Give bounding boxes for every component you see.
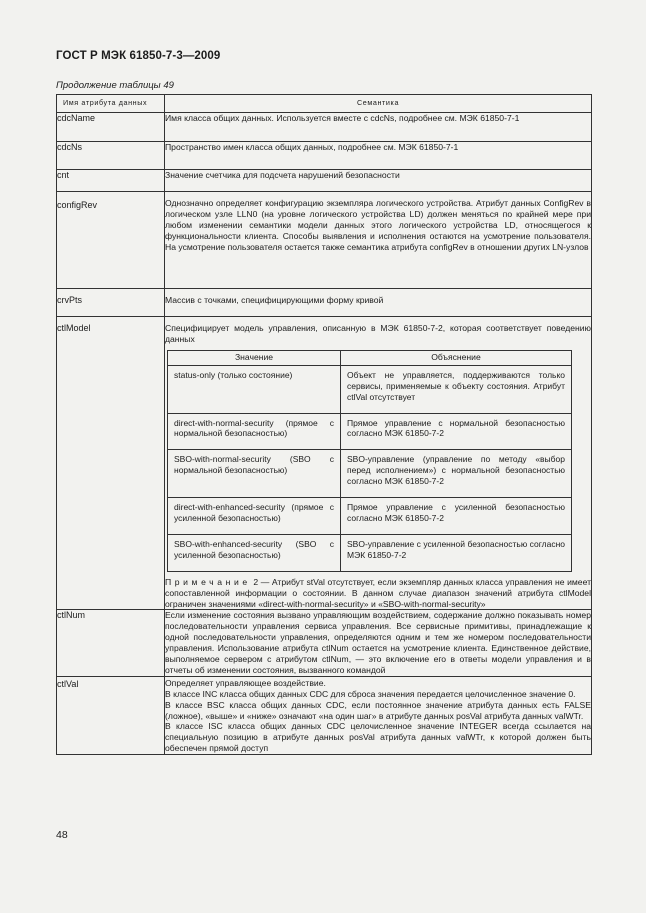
inner-column-header-value: Значение: [168, 350, 341, 365]
note-text: 2 — Атрибут stVal отсутствует, если экземпляр данных класса управления не имеет сопоставленной информации о состоянии. В данном случае диапазон значений атрибута ctlModel ограничен значениями «direct-with-normal-security» и «SBO-with-normal-security»: [165, 576, 592, 609]
ctlModel-intro: Специфицирует модель управления, описанную в МЭК 61850-7-2, которая соответствует поведению данных: [165, 323, 591, 344]
attribute-semantics: Если изменение состояния вызвано управляющим воздействием, содержание должно показывать номер последовательности управления сервиса управления. Все сервисные примитивы, принадлежащие к одной последовательности управления, определяются одним и тем же номером последовательности управления. Использование атрибута ctlNum остается на усмотрение клиента. Единственное действие, выполняемое сервером с атрибутом ctlNum, — это включение его в ответы модели управления и в отчеты об изменении состояния, вызванного командой: [165, 610, 591, 675]
ctlVal-paragraph: В классе INC класса общих данных CDC для сброса значения передается целочисленное значение 0.: [165, 688, 576, 699]
table-caption: Продолжение таблицы 49: [56, 80, 174, 91]
attributes-table: [56, 94, 592, 755]
attribute-name: cdcName: [57, 113, 165, 142]
document-header-title: ГОСТ Р МЭК 61850-7-3—2009: [56, 50, 221, 62]
control-model-explanation: Прямое управление с нормальной безопасностью согласно МЭК 61850-7-2: [341, 413, 572, 450]
ctlModel-note: [165, 577, 591, 610]
attribute-semantics: Массив с точками, специфицирующими форму кривой: [165, 289, 592, 317]
table-row-ctlVal: [57, 676, 592, 754]
inner-header-row: [168, 350, 572, 365]
attribute-semantics: Имя класса общих данных. Используется вместе с cdcNs, подробнее см. МЭК 61850-7-1: [165, 113, 592, 142]
control-model-value: direct-with-normal-security (прямое с нормальной безопасностью): [168, 413, 341, 450]
control-model-explanation: Объект не управляется, поддерживаются только сервисы, применяемые к объекту состояния. Атрибут ctlVal отсутствует: [341, 365, 572, 413]
note-label: Примечание: [165, 576, 251, 587]
table-row-cdcNs: [57, 142, 592, 170]
control-model-explanation: Прямое управление с усиленной безопасностью согласно МЭК 61850-7-2: [341, 498, 572, 535]
page-number: 48: [56, 829, 68, 841]
attribute-name: ctlModel: [57, 317, 165, 610]
table-row-configRev: [57, 192, 592, 289]
control-model-explanation: SBO-управление (управление по методу «выбор перед исполнением») с нормальной безопасностью согласно МЭК 61850-7-2: [341, 450, 572, 498]
table-row-cdcName: [57, 113, 592, 142]
table-row-cnt: [57, 170, 592, 192]
column-header-name: Имя атрибута данных: [57, 95, 165, 113]
table-row-ctlNum: [57, 610, 592, 676]
control-model-value: direct-with-enhanced-security (прямое с усиленной безопасностью): [168, 498, 341, 535]
column-header-semantics: Семантика: [165, 95, 592, 113]
attribute-semantics: [165, 676, 592, 754]
inner-table-row: [168, 365, 572, 413]
attribute-name: ctlVal: [57, 676, 165, 754]
ctlVal-paragraph: В классе ISC класса общих данных CDC целочисленное значение INTEGER всегда ссылается на специальную позицию в атрибуте данных posVal атрибута данных valWTr, к которой должен быть обеспечен прямой доступ: [165, 721, 591, 754]
attribute-semantics: Однозначно определяет конфигурацию экземпляра логического устройства. Атрибут данных ConfigRev в логическом узле LLN0 (на уровне логического устройства LD) должен меняться по крайней мере при любом изменении семантики модели данных этого логического устройства LD, относящегося к функциональности клиента. Способы выявления и исполнения остаются на усмотрение пользователя. На усмотрение пользователя остается также семантика атрибута configRev в отношении других LN-узлов: [165, 192, 592, 289]
inner-table-row: [168, 534, 572, 571]
table-header-row: [57, 95, 592, 113]
attribute-semantics: Значение счетчика для подсчета нарушений безопасности: [165, 170, 592, 192]
attribute-semantics: [165, 317, 592, 610]
control-model-values-table: [167, 350, 572, 572]
attribute-semantics: Пространство имен класса общих данных, подробнее см. МЭК 61850-7-1: [165, 142, 592, 170]
attribute-name: configRev: [57, 192, 165, 289]
attribute-name: crvPts: [57, 289, 165, 317]
inner-column-header-explanation: Объяснение: [341, 350, 572, 365]
attribute-name: cdcNs: [57, 142, 165, 170]
control-model-value: SBO-with-enhanced-security (SBO с усиленной безопасностью): [168, 534, 341, 571]
table-row-ctlModel: [57, 317, 592, 610]
control-model-value: status-only (только состояние): [168, 365, 341, 413]
ctlVal-paragraph: В классе BSC класса общих данных CDC, если постоянное значение атрибута данных есть FALSE (ложное), «выше» и «ниже» означают «на один шаг» в атрибуте данных posVal атрибута данных valWTr.: [165, 699, 591, 721]
control-model-explanation: SBO-управление с усиленной безопасностью согласно МЭК 61850-7-2: [341, 534, 572, 571]
attribute-name: ctlNum: [57, 610, 165, 676]
inner-table-row: [168, 498, 572, 535]
inner-table-row: [168, 450, 572, 498]
attribute-name: cnt: [57, 170, 165, 192]
ctlVal-paragraph: Определяет управляющее воздействие.: [165, 677, 326, 688]
table-row-crvPts: [57, 289, 592, 317]
control-model-value: SBO-with-normal-security (SBO с нормальной безопасностью): [168, 450, 341, 498]
inner-table-row: [168, 413, 572, 450]
